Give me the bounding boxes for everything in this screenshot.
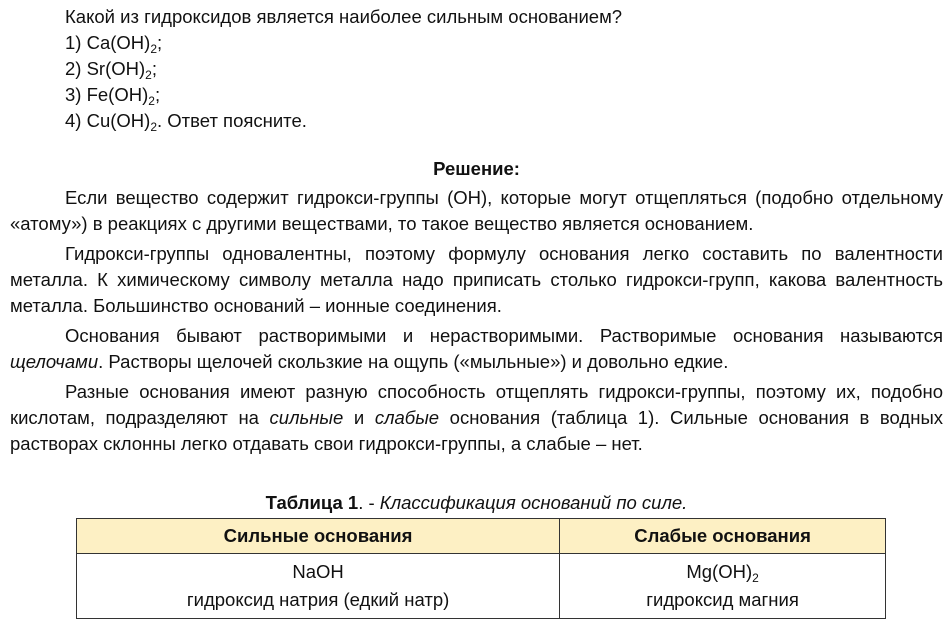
cell-strong [77,554,560,619]
option-3: 3) $Fe(OH)_2$; [65,84,161,108]
paragraph-1: Если вещество содержит гидрокси-группы (OH), которые могут отщепляться (подобно отдельному «атому») в реакциях с другими веществами, то такое вещество является основанием. [10,187,943,234]
question-prompt: Какой из гидроксидов является наиболее сильным основанием? [65,6,623,27]
cell-weak [560,554,886,619]
option-4: 4) $Cu(OH)_2$. Ответ поясните. [65,110,307,134]
term-strong: сильные [269,407,344,428]
table-header-row [77,519,886,554]
table-caption: Таблица 1. - Классификация оснований по силе. [265,492,688,513]
question-block [10,4,943,134]
term-weak: слабые [374,407,440,428]
option-2: 2) $Sr(OH)_2$; [65,58,157,82]
weak-formula: $Mg(OH)_2$ [686,561,759,585]
strong-formula: NaOH [292,561,344,582]
term-alkalis: щелочами [10,351,99,372]
table-row [77,554,886,619]
weak-name: гидроксид магния [646,589,799,610]
paragraph-2: Гидрокси-группы одновалентны, поэтому формулу основания легко составить по валентности металла. К химическому символу металла надо приписать столько гидрокси-групп, какова валентность металла. Большинство оснований – ионные соединения. [10,243,943,316]
solution-heading: Решение: [433,158,520,179]
document-page [10,4,943,619]
header-weak: Слабые основания [560,519,886,554]
paragraph-4: Разные основания имеют разную способность отщеплять гидрокси-группы, поэтому их, подобно кислотам, подразделяют на сильные и слабые основания (таблица 1). Сильные основания в водных растворах склонны легко отдавать свои гидрокси-группы, а слабые – нет. [10,381,943,454]
strong-name: гидроксид натрия (едкий натр) [186,589,450,610]
option-1: 1) $Ca(OH)_2$; [65,32,163,56]
header-strong: Сильные основания [77,519,560,554]
bases-table [76,518,886,619]
paragraph-3: Основания бывают растворимыми и нерастворимыми. Растворимые основания называются щелочами. Растворы щелочей скользкие на ощупь («мыльные») и довольно едкие. [10,325,943,372]
